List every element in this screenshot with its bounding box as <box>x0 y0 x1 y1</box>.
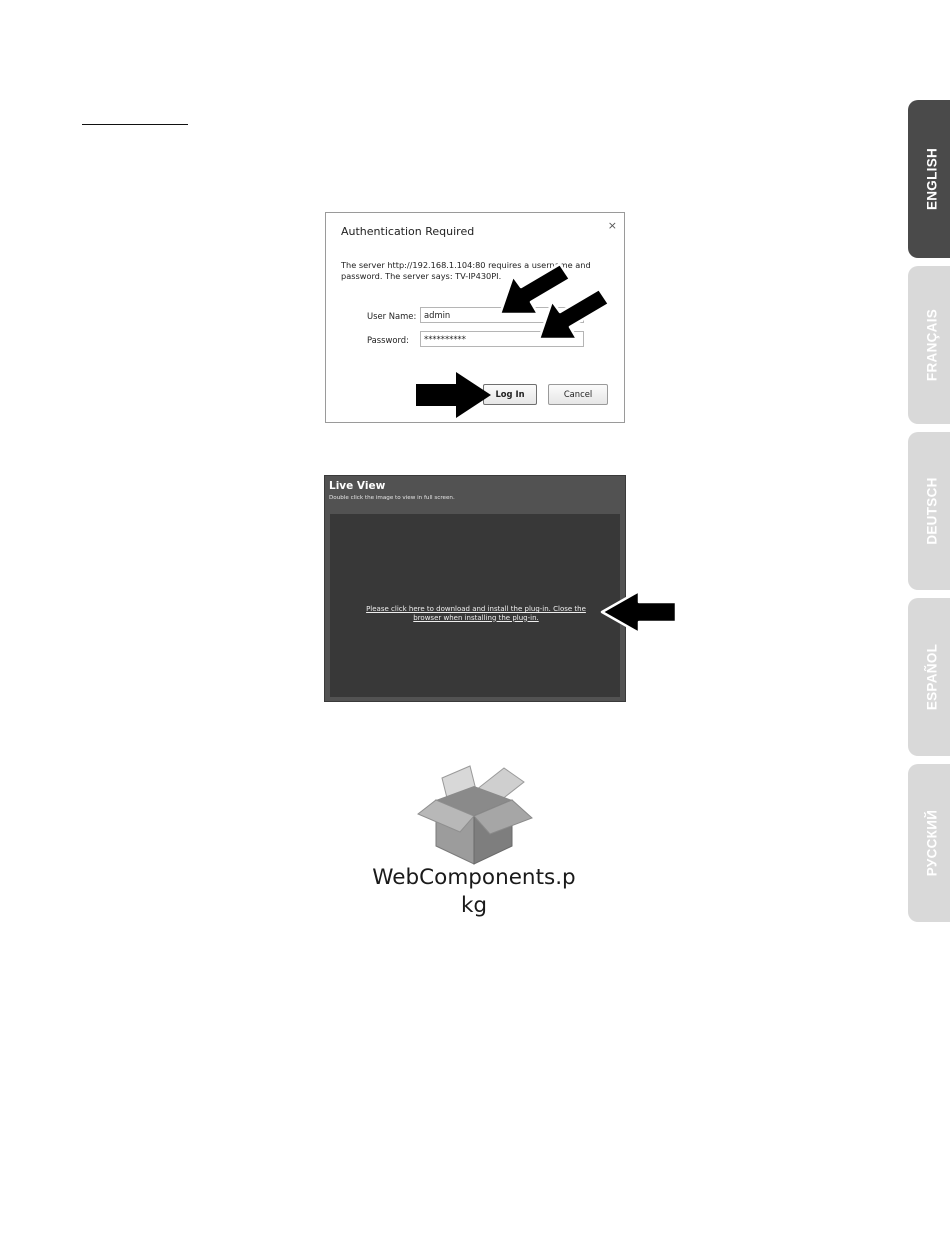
dialog-message-line-1: The server http://192.168.1.104:80 requires a username and <box>341 260 591 270</box>
plugin-download-link[interactable] <box>348 605 604 622</box>
close-icon[interactable]: × <box>607 219 617 232</box>
tab-english[interactable] <box>908 100 950 258</box>
password-field[interactable]: ********** <box>420 331 584 347</box>
username-field[interactable]: admin <box>420 307 584 323</box>
dialog-message-line-2: password. The server says: TV-IP430PI. <box>341 271 502 281</box>
live-view-title: Live View <box>329 480 386 492</box>
package-filename-line-2: kg <box>460 893 488 918</box>
live-view-panel <box>324 475 626 702</box>
login-button[interactable]: Log In <box>483 384 537 405</box>
tab-label-francais: FRANÇAIS <box>924 308 940 382</box>
package-icon[interactable] <box>412 762 536 866</box>
tab-label-russian: РУССКИЙ <box>924 809 940 877</box>
dialog-title: Authentication Required <box>341 225 475 238</box>
arrow-icon <box>416 372 492 418</box>
arrow-icon <box>599 588 679 636</box>
tab-label-deutsch: DEUTSCH <box>924 477 940 545</box>
package-filename <box>340 864 608 920</box>
package-filename-line-1: WebComponents.p <box>372 865 576 890</box>
cancel-button[interactable]: Cancel <box>548 384 608 405</box>
tab-espanol[interactable] <box>908 598 950 756</box>
tab-label-english: ENGLISH <box>924 147 940 211</box>
tab-label-espanol: ESPAÑOL <box>924 643 940 711</box>
tab-russian[interactable] <box>908 764 950 922</box>
arrow-icon <box>537 287 617 347</box>
live-view-area[interactable] <box>330 514 620 697</box>
username-label: User Name: <box>367 311 417 321</box>
plugin-link-line-2: browser when installing the plug-in. <box>413 613 539 622</box>
password-label: Password: <box>367 335 409 345</box>
tab-francais[interactable] <box>908 266 950 424</box>
plugin-link-line-1: Please click here to download and install the plug-in. Close the <box>366 605 586 613</box>
live-view-subtitle: Double click the image to view in full screen. <box>329 495 455 501</box>
section-heading-rule <box>82 124 188 125</box>
tab-deutsch[interactable] <box>908 432 950 590</box>
